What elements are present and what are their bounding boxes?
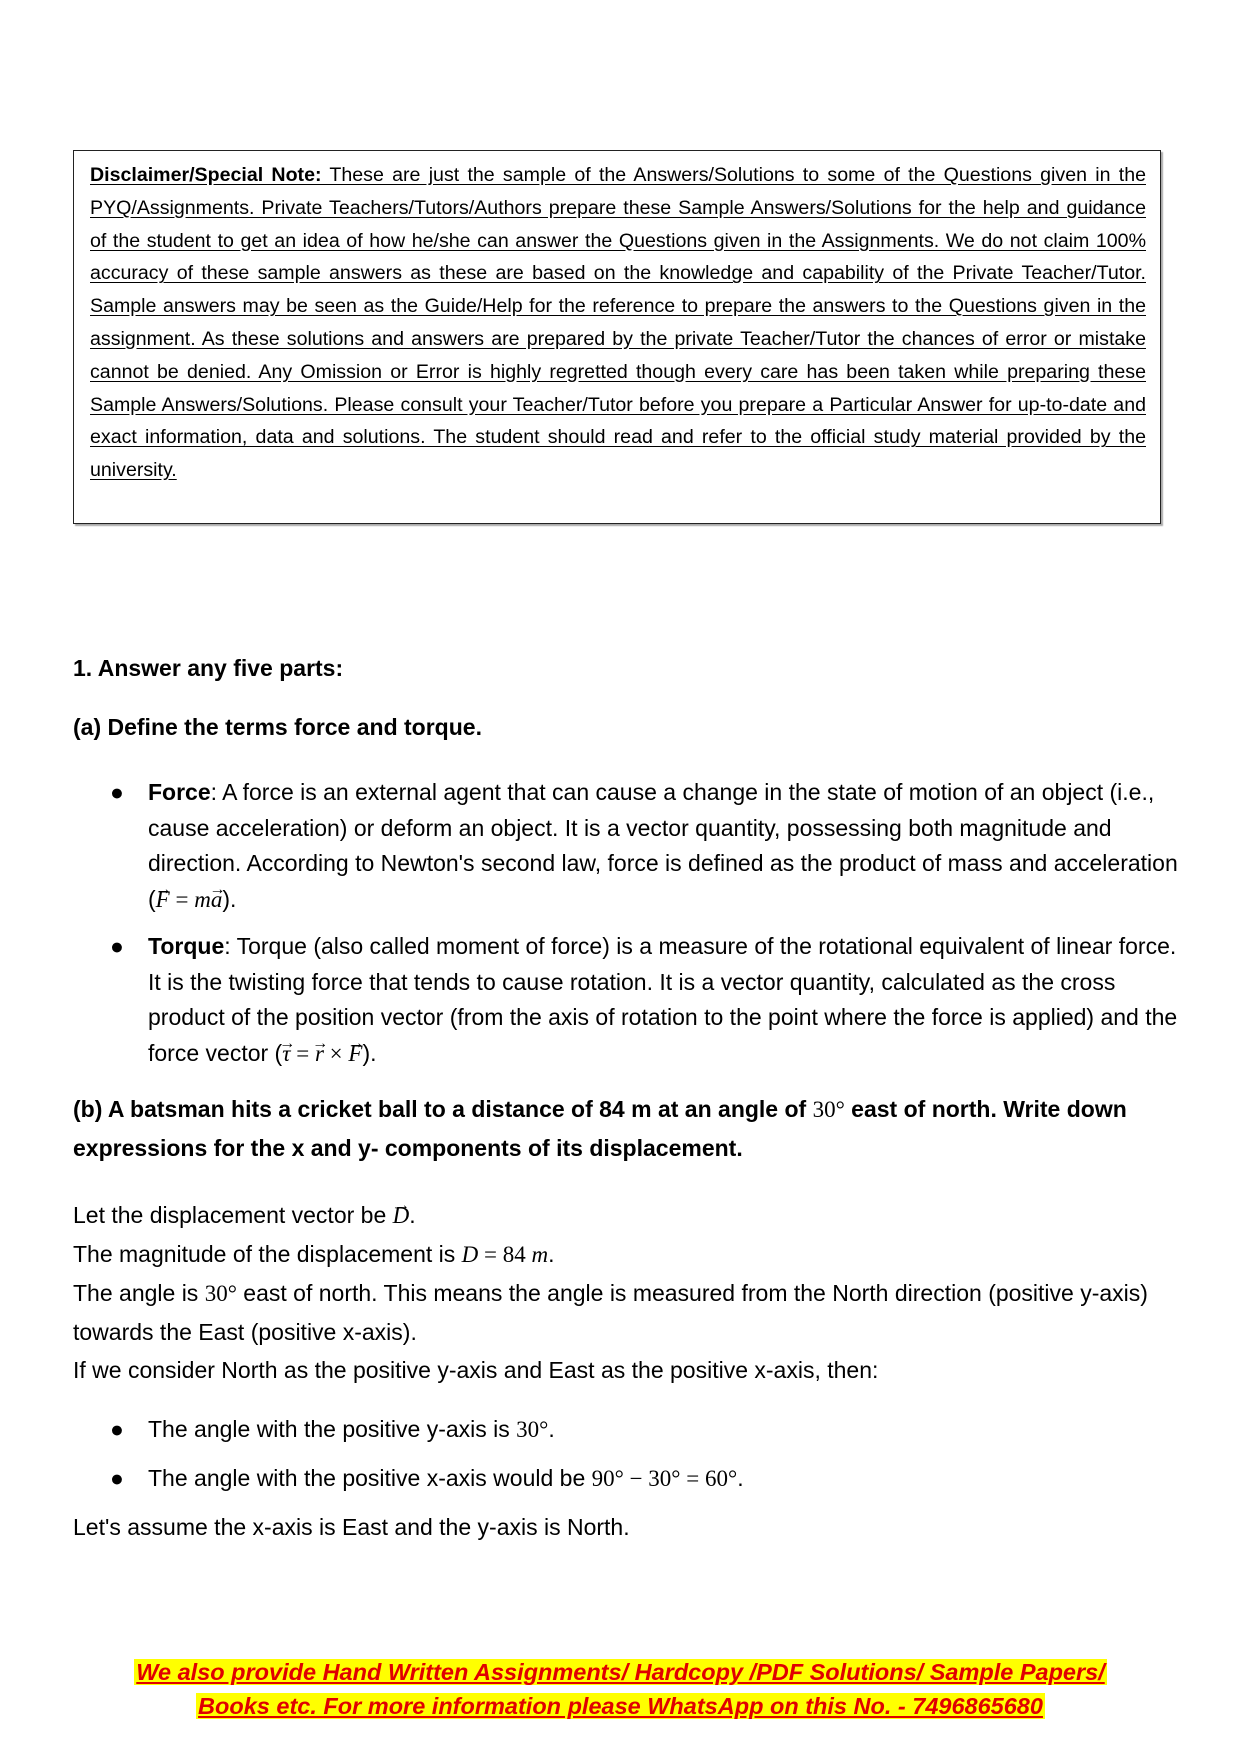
cross-sign: × (323, 1040, 349, 1066)
bullet-end: . (548, 1416, 555, 1442)
displacement-vector-symbol: → D (393, 1197, 410, 1235)
list-item (73, 1412, 1183, 1448)
bullet-text: The angle with the positive y-axis is (148, 1416, 517, 1442)
closing-line: Let's assume the x-axis is East and the y-axis is North. (73, 1514, 630, 1540)
mass-symbol: m (194, 886, 211, 912)
angle-value: 30° (812, 1097, 845, 1122)
promo-banner (0, 1655, 1241, 1723)
angle-math: 30° (516, 1417, 549, 1442)
part-b-heading (73, 1090, 1183, 1167)
bullet-icon: ● (110, 779, 124, 805)
torque-tail: ). (362, 1039, 377, 1066)
bullet-icon: ● (110, 1416, 124, 1442)
force-vector-symbol: → F (156, 882, 170, 918)
position-vector-symbol: → r (315, 1036, 324, 1072)
promo-line-1: We also provide Hand Written Assignments/ Hardcopy /PDF Solutions/ Sample Papers/ (136, 1659, 1105, 1685)
answer-line-4: If we consider North as the positive y-axis and East as the positive x-axis, then: (73, 1357, 879, 1383)
answer-line-3 (73, 1274, 1183, 1351)
term-torque: Torque (148, 933, 225, 959)
part-a-bullet-list (73, 775, 1183, 1071)
equals-sign: = (290, 1040, 315, 1066)
bullet-text: The angle with the positive x-axis would be (148, 1464, 592, 1491)
line-text: The magnitude of the displacement is (73, 1241, 462, 1267)
force-tail: ). (222, 885, 237, 912)
unit-symbol: m (531, 1242, 549, 1267)
disclaimer-text (90, 159, 1146, 487)
line-text: east of north. This means the angle is measured from the North direction (positive y-axis) towards the East (positive x-axis). (73, 1280, 1148, 1345)
line-end: . (548, 1241, 555, 1267)
disclaimer-box (73, 150, 1161, 524)
term-force: Force (148, 779, 211, 805)
angle-math: 90° − 30° = 60° (591, 1465, 738, 1491)
equals-sign: = (169, 886, 195, 912)
bullet-end: . (737, 1464, 744, 1491)
force-definition: : A force is an external agent that can cause a change in the state of motion of an object (i.e., cause acceleration) or deform an object. It is a vector quantity, possessing both magnitude and direction. According to Newton's second law, force is defined as the product of mass and acceleration ( (148, 779, 1178, 912)
promo-line-2: Books etc. For more information please WhatsApp on this No. - 7496865680 (198, 1693, 1043, 1719)
bullet-icon: ● (110, 1464, 124, 1491)
disclaimer-label: Disclaimer/Special Note: (90, 164, 322, 186)
part-b-answer (73, 1196, 1183, 1389)
answer-line-1 (73, 1196, 1183, 1235)
angle-value: 30° (204, 1281, 237, 1306)
answer-line-2 (73, 1235, 1183, 1274)
force-vector-symbol: → F (348, 1036, 362, 1072)
acceleration-vector-symbol: → a (211, 882, 223, 918)
part-a-heading: (a) Define the terms force and torque. (73, 714, 482, 740)
disclaimer-body: These are just the sample of the Answers/Solutions to some of the Questions given in the PYQ/Assignments. Private Teachers/Tutors/Authors prepare these Sample Answers/Solutions for the help and guidance of the student to get an idea of how he/she can answer the Questions given in the Assignments. We do not claim 100% accuracy of these sample answers as these are based on the knowledge and capability of the Private Teacher/Tutor. Sample answers may be seen as the Guide/Help for the reference to prepare the answers to the Questions given in the assignment. As these solutions and answers are prepared by the private Teacher/Tutor the chances of error or mistake cannot be denied. Any Omission or Error is highly regretted though every care has been taken while preparing these Sample Answers/Solutions. Please consult your Teacher/Tutor before you prepare a Particular Answer for up-to-date and exact information, data and solutions. The student should read and refer to the official study material provided by the university. (90, 164, 1146, 482)
part-b-heading-text: (b) A batsman hits a cricket ball to a distance of 84 m at an angle of (73, 1096, 813, 1122)
part-b-bullet-list (73, 1412, 1183, 1496)
line-text: The angle is (73, 1280, 205, 1306)
bullet-icon: ● (110, 933, 124, 959)
line-end: . (409, 1202, 416, 1228)
part-b-heading-text-2: east of north. Write down expressions for the x and y- components of its displacement. (73, 1096, 1127, 1161)
list-item-torque (73, 929, 1183, 1071)
torque-definition: : Torque (also called moment of force) is a measure of the rotational equivalent of linear force. It is the twisting force that tends to cause rotation. It is a vector quantity, calculated as the cross product of the position vector (from the axis of rotation to the point where the force is applied) and the force vector ( (148, 933, 1178, 1066)
list-item-force (73, 775, 1183, 917)
torque-vector-symbol: → τ (282, 1036, 290, 1072)
list-item (73, 1461, 1183, 1497)
line-text: Let the displacement vector be (73, 1202, 393, 1228)
magnitude-value: = 84 (478, 1242, 532, 1267)
question-heading: 1. Answer any five parts: (73, 655, 344, 681)
magnitude-symbol: D (461, 1242, 479, 1267)
